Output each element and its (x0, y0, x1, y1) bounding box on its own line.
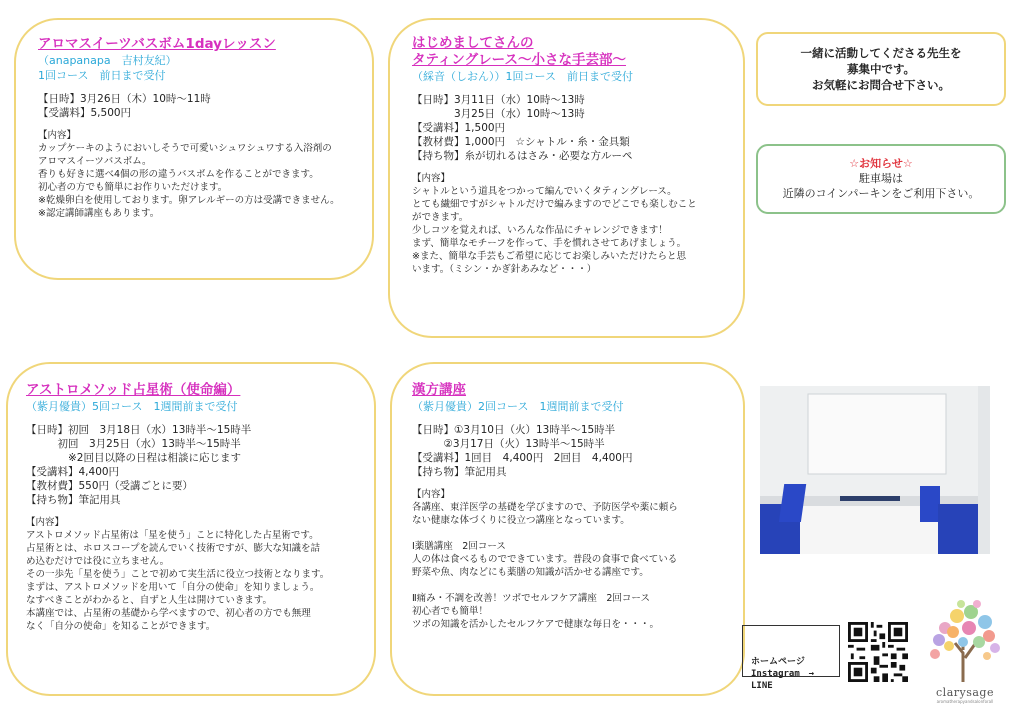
lesson-card-tatting (388, 18, 745, 338)
lesson-info: 【日時】①3月10日（火）13時半～15時半 ②3月17日（火）13時半～15時半 【受講料】1回目 4,400円 2回目 4,400円 【持ち物】筆記用具 (412, 424, 633, 478)
lesson-teacher-course: （紫月優貴）5回コース 1週間前まで受付 (26, 400, 238, 413)
parking-notice (756, 144, 1006, 214)
parking-notice-text: 駐車場は 近隣のコインパーキンをご利用下さい。 (782, 172, 980, 200)
lesson-title: アロマスイーツバスボム1dayレッスン (38, 36, 276, 52)
recruit-notice (756, 32, 1006, 106)
lesson-card-bathbomb (14, 18, 374, 280)
lesson-teacher-course: （綵音（しおん））1回コース 前日まで受付 (412, 70, 633, 83)
logo-name: clarysage (936, 686, 994, 699)
lesson-date: 【日時】3月26日（木）10時～11時 (38, 93, 211, 105)
lesson-title: 漢方講座 (412, 382, 466, 398)
lesson-card-kampo (390, 362, 745, 696)
lesson-title-line2: タティングレース～小さな手芸部～ (412, 52, 626, 68)
lesson-card-astrology (6, 362, 376, 696)
qr-code-icon[interactable] (848, 622, 908, 682)
lesson-content: 【内容】 カップケーキのようにおいしそうで可愛いシュワシュワする入浴剤の アロマスイーツバスボム。 香りも好きに選べ4個の形の違うバスボムを作ることができます。 初心者の方でも簡単にお作りいただけます。 ※乾燥卵白を使用しております。卵アレルギーの方は受講できません。 ※認定講師講座もあります。 (38, 130, 340, 219)
social-links-text[interactable]: ホームページ Instagram → LINE (751, 657, 815, 691)
lesson-fee: 【受講料】5,500円 (38, 107, 132, 119)
lesson-teacher-course: （紫月優貴）2回コース 1週間前まで受付 (412, 400, 624, 413)
lesson-info: 【日時】初回 3月18日（水）13時半～15時半 初回 3月25日（水）13時半～15時半 ※2回目以降の日程は相談に応じます 【受講料】4,400円 【教材費】550円（受講ごとに要） 【持ち物】筆記用具 (26, 424, 252, 506)
clarysage-logo (925, 598, 1005, 708)
room-photo (760, 386, 990, 554)
parking-notice-heading: ☆お知らせ☆ (849, 157, 913, 170)
lesson-title: はじめましてさんの (412, 35, 534, 51)
recruit-notice-text: 一緒に活動してくださる先生を 募集中です。 お気軽にお問合せ下さい。 (800, 46, 962, 92)
lesson-course: 1回コース 前日まで受付 (38, 69, 166, 82)
tree-logo-icon (925, 598, 1005, 682)
lesson-title: アストロメソッド占星術（使命編） (26, 382, 241, 398)
lesson-teacher: （anapanapa 吉村友紀） (38, 54, 177, 67)
lesson-content: 【内容】 シャトルという道具をつかって編んでいくタティングレース。 とても繊細ですがシャトルだけで編みますのでどこでも楽しむこと ができます。 少しコツを覚えれば、いろんな作品にチャレンジできます！ まず、簡単なモチーフを作って、手を慣れさせてあげましょう。 ※また、簡単な手芸もご希望に応じてお楽しみいただけたらと思 います。（ミシン・かぎ針あみなど・・・） (412, 173, 697, 275)
logo-tagline: aromatherapyandsalonforall (936, 699, 994, 704)
lesson-content: 【内容】 各講座、東洋医学の基礎を学びますので、予防医学や薬に頼ら ない健康な体づくりに役立つ講座となっています。 Ⅰ薬膳講座 2回コース 人の体は食べるものでできています。普段の食事で食べている 野菜や魚、肉などにも薬膳の知識が活かせる講座です。 Ⅱ痛み・不調を改善！ツボでセルフケア講座 2回コース 初心者でも簡単！ ツボの知識を活かしたセルフケアで健康な毎日を・・・。 (412, 489, 678, 630)
social-links[interactable] (742, 625, 840, 691)
lesson-content: 【内容】 アストロメソッド占星術は「星を使う」ことに特化した占星術です。 占星術とは、ホロスコープを読んでいく技術ですが、膨大な知識を詰 め込むだけでは役に立ちません。 その一歩先「星を使う」ことで初めて実生活に役立つ技術となります。 まずは、アストロメソッドを用いて「自分の使命」を知りましょう。 なすべきことがわかると、自ずと人生は開けていきます。 本講座では、占星術の基礎から学べますので、初心者の方でも無理 なく「自分の使命」を知ることができます。 (26, 517, 330, 632)
lesson-info: 【日時】3月11日（水）10時～13時 3月25日（水）10時～13時 【受講料】1,500円 【教材費】1,000円 ☆シャトル・糸・金具類 【持ち物】糸が切れるはさみ・必要な方ルーペ (412, 94, 633, 162)
